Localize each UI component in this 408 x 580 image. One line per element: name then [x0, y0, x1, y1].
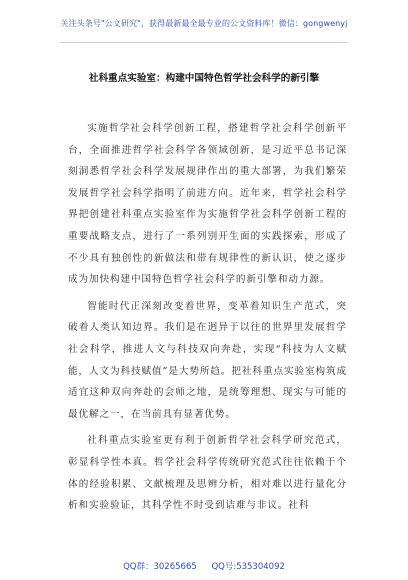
document-body — [68, 118, 347, 522]
page-footer — [0, 560, 408, 572]
footer-qq-group: QQ群：30265665 — [123, 562, 197, 572]
body-paragraph: 社科重点实验室更有利于创新哲学社会科学研究范式，彰显科学性本真。哲学社会科学传统研究范式往往依赖于个体的经验积累、文献梳理及思辨分析，相对难以进行量化分析和实验验证，其科学性不时受到诘难与非议。社科 — [68, 435, 347, 512]
header-divider — [60, 42, 348, 43]
body-paragraph: 实施哲学社会科学创新工程，搭建哲学社会科学创新平台，全面推进哲学社会科学各领域创新，是习近平总书记深刻洞悉哲学社会科学发展规律作出的重大部署，为我们繁荣发展哲学社会科学指明了前进方向。近年来，哲学社会科学界把创建社科重点实验室作为实施哲学社会科学创新工程的重要战略支点，进行了一系列别开生面的实践探索，形成了不少具有独创性的新做法和带有规律性的新认识，使之逐步成为加快构建中国特色哲学社会科学的新引擎和动力源。 — [68, 123, 347, 286]
footer-qq-number: QQ号:535304092 — [211, 562, 285, 572]
body-paragraph: 智能时代正深刻改变着世界，变革着知识生产范式，突破着人类认知边界。我们是在迥异于以往的世界里发展哲学社会科学，推进人文与科技双向奔赴，实现“科技为人文赋能，人文为科技赋值”是大势所趋。把社科重点实验室构筑成适宜这种双向奔赴的会师之地，是统筹理想、现实与可能的最优解之一，在当前具有显著优势。 — [68, 300, 347, 420]
document-title: 社科重点实验室：构建中国特色哲学社会科学的新引擎 — [88, 73, 320, 84]
page-header-banner: 关注头条号"公文研究"，获得最新最全最专业的公文资料库！微信：gongwenyj — [60, 19, 348, 28]
